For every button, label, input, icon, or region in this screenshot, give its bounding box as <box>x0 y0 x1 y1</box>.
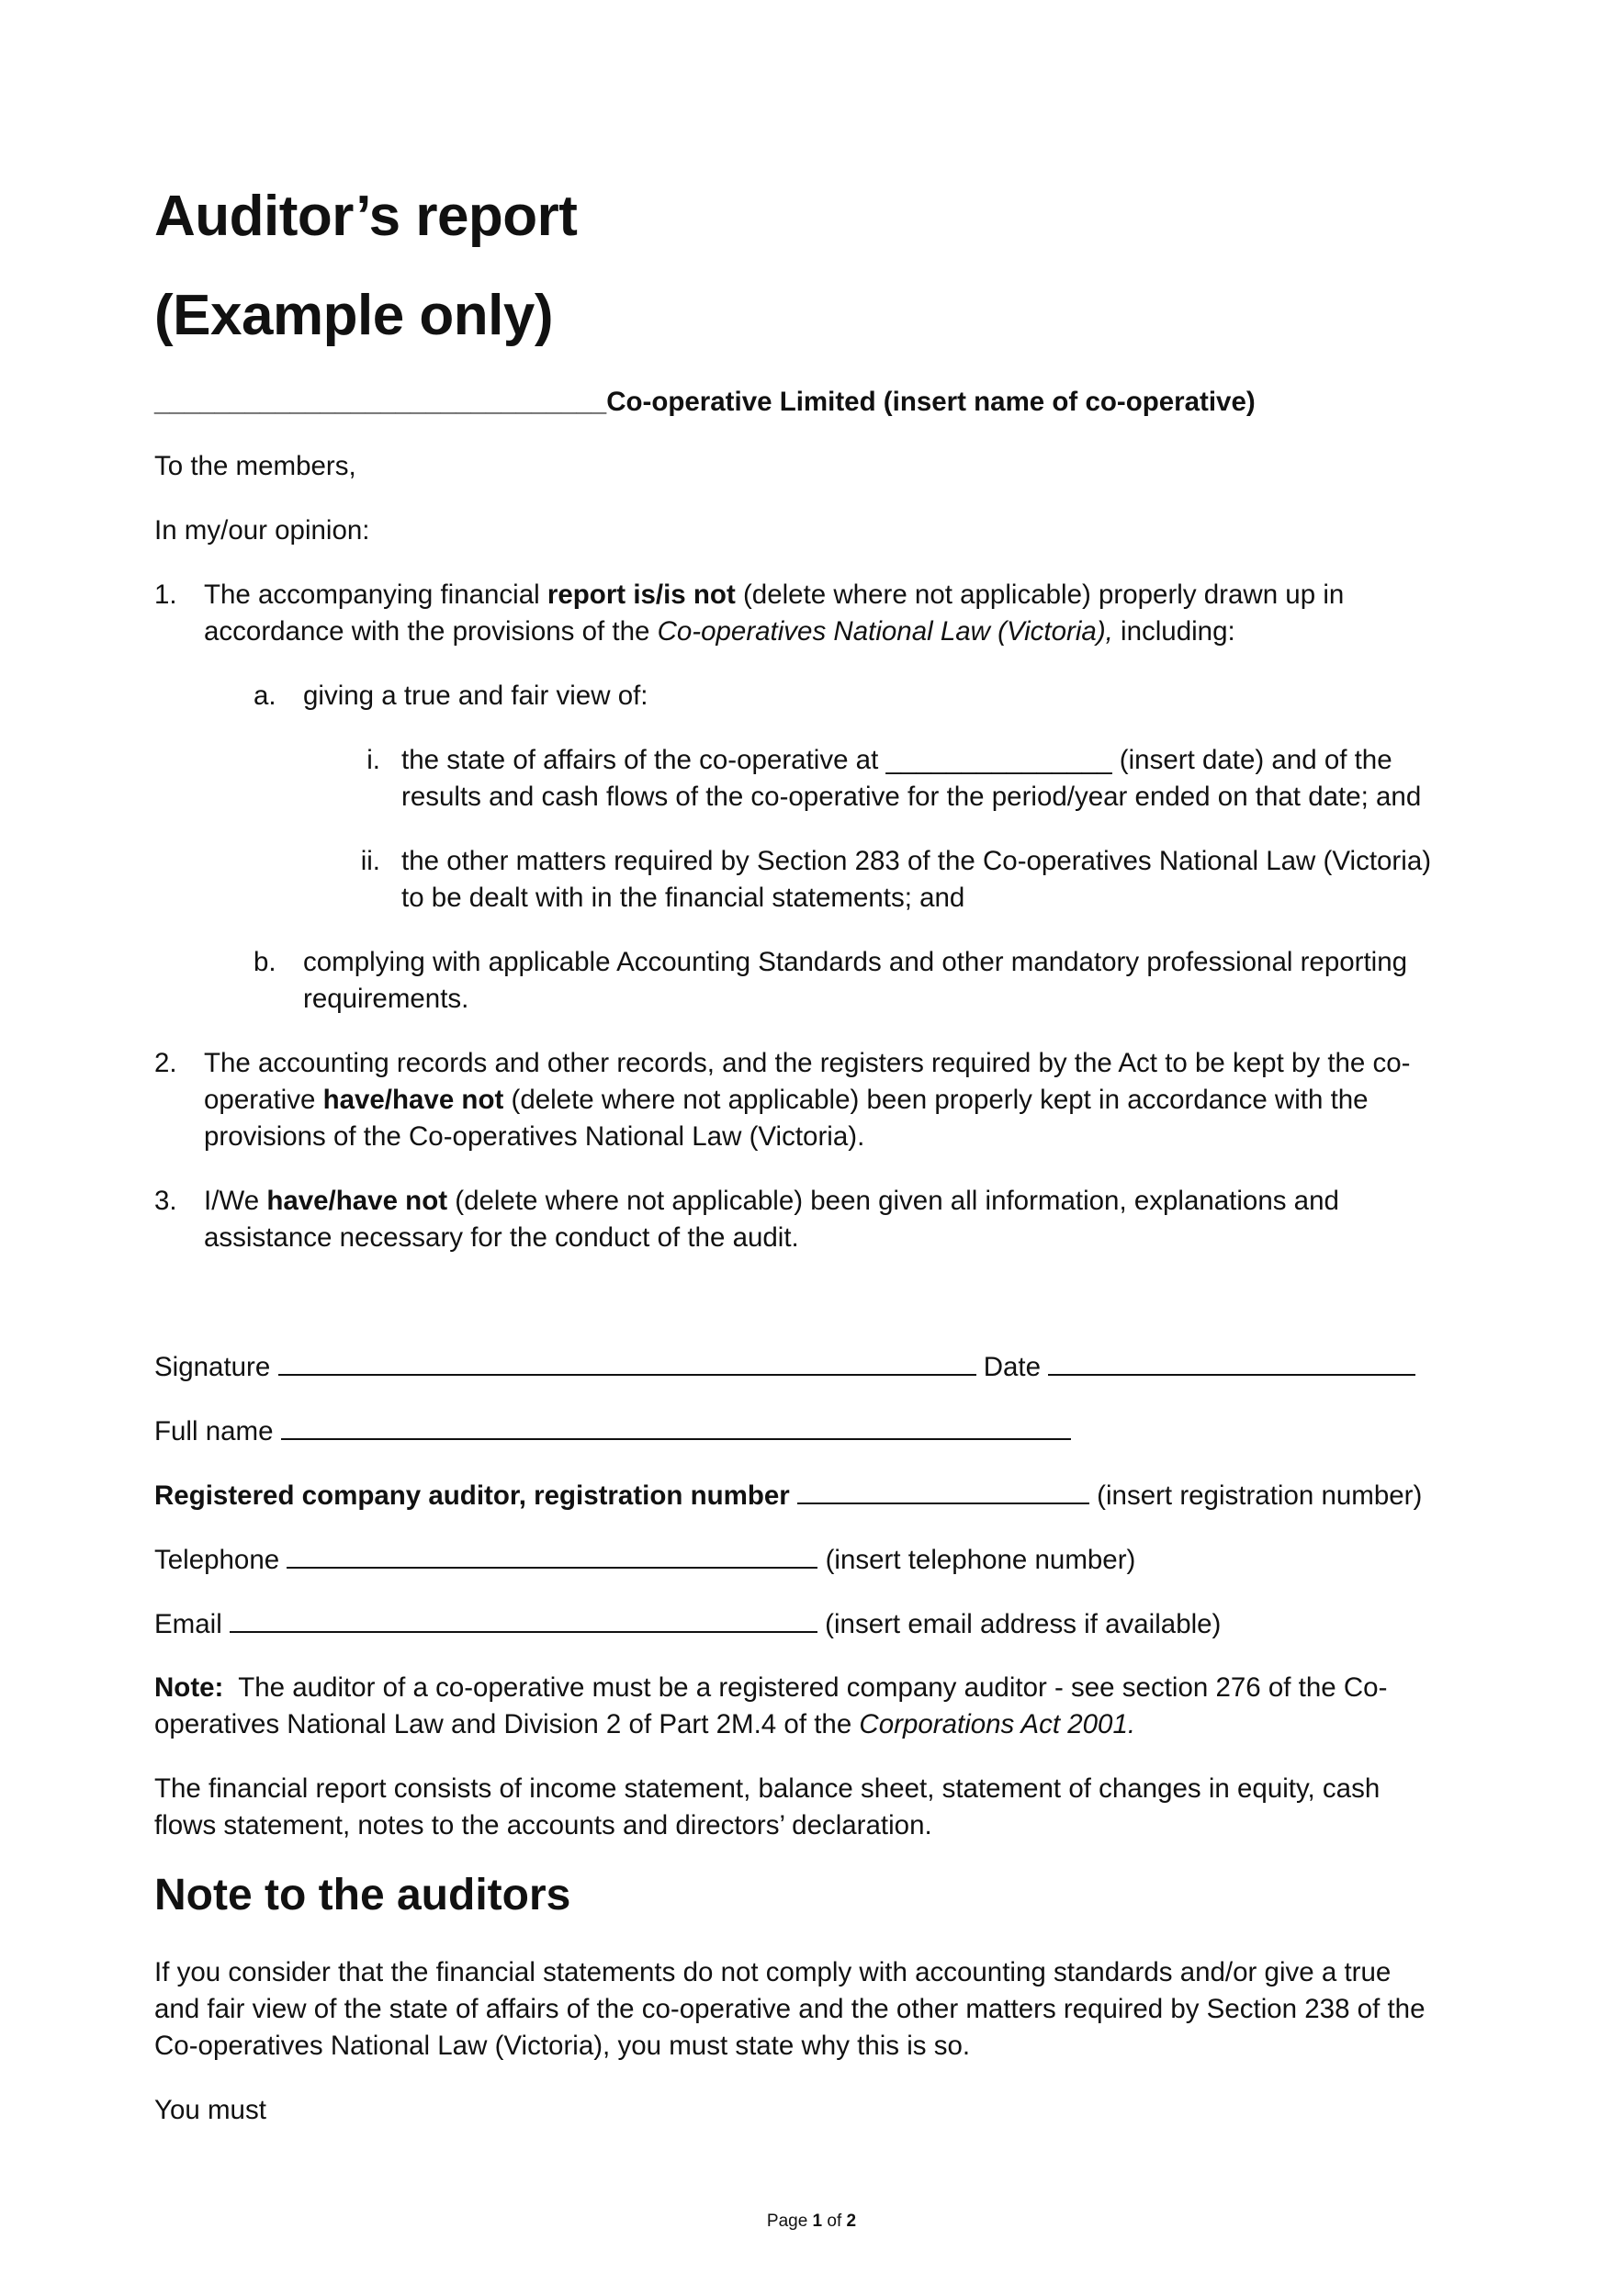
item-1b-line-1: complying with applicable Accounting Standards and other mandatory professional reporting <box>303 947 1408 977</box>
opinion-intro: In my/our opinion: <box>154 515 370 546</box>
item-3-line-2: assistance necessary for the conduct of the audit. <box>204 1222 799 1253</box>
item-1-line-2 <box>204 613 1235 650</box>
item-1-line-2-post: including: <box>1112 616 1235 647</box>
item-1ai-line-2: results and cash flows of the co-operative for the period/year ended on that date; and <box>401 782 1422 812</box>
signature-field[interactable] <box>278 1348 976 1376</box>
item-1ai-line-1 <box>401 742 1392 779</box>
email-hint: (insert email address if available) <box>825 1609 1222 1639</box>
signature-row <box>154 1348 1415 1386</box>
item-3-line-1 <box>204 1183 1339 1220</box>
telephone-hint: (insert telephone number) <box>825 1545 1136 1575</box>
item-1-line-1 <box>204 577 1344 613</box>
footer-total-pages: 2 <box>846 2212 857 2231</box>
note-label: Note: <box>154 1672 224 1703</box>
date-field[interactable] <box>1048 1348 1415 1376</box>
fullname-label: Full name <box>154 1416 274 1446</box>
auditor-row <box>154 1477 1422 1514</box>
date-blank[interactable]: _______________ <box>885 745 1112 775</box>
item-2-number: 2. <box>154 1048 177 1078</box>
item-2-bold: have/have not <box>322 1085 504 1115</box>
item-1-line-2-pre: accordance with the provisions of the <box>204 616 658 647</box>
item-3-number: 3. <box>154 1186 177 1216</box>
title-line-1: Auditor’s report <box>154 185 578 248</box>
item-2-line-2-post: (delete where not applicable) been properly kept in accordance with the <box>503 1085 1369 1115</box>
salutation: To the members, <box>154 451 356 481</box>
auditor-hint: (insert registration number) <box>1097 1480 1423 1511</box>
note-line-1-text: The auditor of a co-operative must be a registered company auditor - see section 276 of the Co- <box>223 1672 1388 1703</box>
item-1ai-roman: i. <box>366 745 380 775</box>
you-must: You must <box>154 2095 266 2125</box>
footer-current-page: 1 <box>812 2212 823 2231</box>
email-label: Email <box>154 1609 222 1639</box>
item-2-line-3: provisions of the Co-operatives National Law (Victoria). <box>204 1121 865 1152</box>
fullname-field[interactable] <box>281 1412 1071 1440</box>
auditor-label: Registered company auditor, registration number <box>154 1480 790 1511</box>
page-footer <box>0 2212 1623 2232</box>
financial-report-line-1: The financial report consists of income statement, balance sheet, statement of changes in equity, cash <box>154 1773 1381 1804</box>
note-line-1 <box>154 1670 1387 1706</box>
item-1b-line-2: requirements. <box>303 984 469 1014</box>
footer-page-word: Page <box>766 2212 813 2231</box>
note-body-line-2: and fair view of the state of affairs of the co-operative and the other matters required by Section 238 of the <box>154 1994 1426 2024</box>
email-row <box>154 1605 1221 1643</box>
item-1b-letter: b. <box>254 947 276 977</box>
item-2-line-1: The accounting records and other records, and the registers required by the Act to be kept by the co- <box>204 1048 1411 1078</box>
fullname-row <box>154 1412 1071 1450</box>
item-1a-text: giving a true and fair view of: <box>303 681 648 711</box>
note-to-auditors-heading: Note to the auditors <box>154 1871 571 1919</box>
item-1-law-name: Co-operatives National Law (Victoria), <box>657 616 1113 647</box>
item-2-line-2 <box>204 1082 1369 1119</box>
item-1-text-a: The accompanying financial <box>204 580 547 610</box>
item-1-bold: report is/is not <box>547 580 736 610</box>
item-1aii-line-2: to be dealt with in the financial statements; and <box>401 883 965 913</box>
item-1-text-b: (delete where not applicable) properly drawn up in <box>735 580 1345 610</box>
note-line-2-pre: operatives National Law and Division 2 of Part 2M.4 of the <box>154 1709 860 1739</box>
item-1ai-post: (insert date) and of the <box>1111 745 1392 775</box>
item-1aii-roman: ii. <box>360 846 380 876</box>
item-1-number: 1. <box>154 580 177 610</box>
financial-report-line-2: flows statement, notes to the accounts and directors’ declaration. <box>154 1810 932 1840</box>
note-body-line-3: Co-operatives National Law (Victoria), you must state why this is so. <box>154 2031 971 2061</box>
item-3-bold: have/have not <box>266 1186 448 1216</box>
item-1a-letter: a. <box>254 681 276 711</box>
coop-name-line <box>154 384 1256 421</box>
date-label: Date <box>983 1352 1042 1382</box>
telephone-label: Telephone <box>154 1545 280 1575</box>
title-line-2: (Example only) <box>154 284 553 347</box>
note-line-2 <box>154 1706 1135 1743</box>
item-1ai-pre: the state of affairs of the co-operative at <box>401 745 886 775</box>
telephone-field[interactable] <box>287 1541 817 1569</box>
item-1aii-line-1: the other matters required by Section 283 of the Co-operatives National Law (Victoria) <box>401 846 1432 876</box>
item-3-pre: I/We <box>204 1186 267 1216</box>
registration-number-field[interactable] <box>797 1477 1089 1504</box>
note-body-line-1: If you consider that the financial statements do not comply with accounting standards and/or give a true <box>154 1957 1392 1987</box>
item-3-post: (delete where not applicable) been given all information, explanations and <box>447 1186 1339 1216</box>
footer-of-word: of <box>822 2212 847 2231</box>
email-field[interactable] <box>230 1605 817 1633</box>
item-2-line-2-pre: operative <box>204 1085 323 1115</box>
coop-name-text: Co-operative Limited (insert name of co-operative) <box>606 387 1256 417</box>
coop-name-blank[interactable]: ______________________________ <box>154 387 607 417</box>
corporations-act: Corporations Act 2001. <box>859 1709 1136 1739</box>
signature-label: Signature <box>154 1352 271 1382</box>
telephone-row <box>154 1541 1135 1579</box>
